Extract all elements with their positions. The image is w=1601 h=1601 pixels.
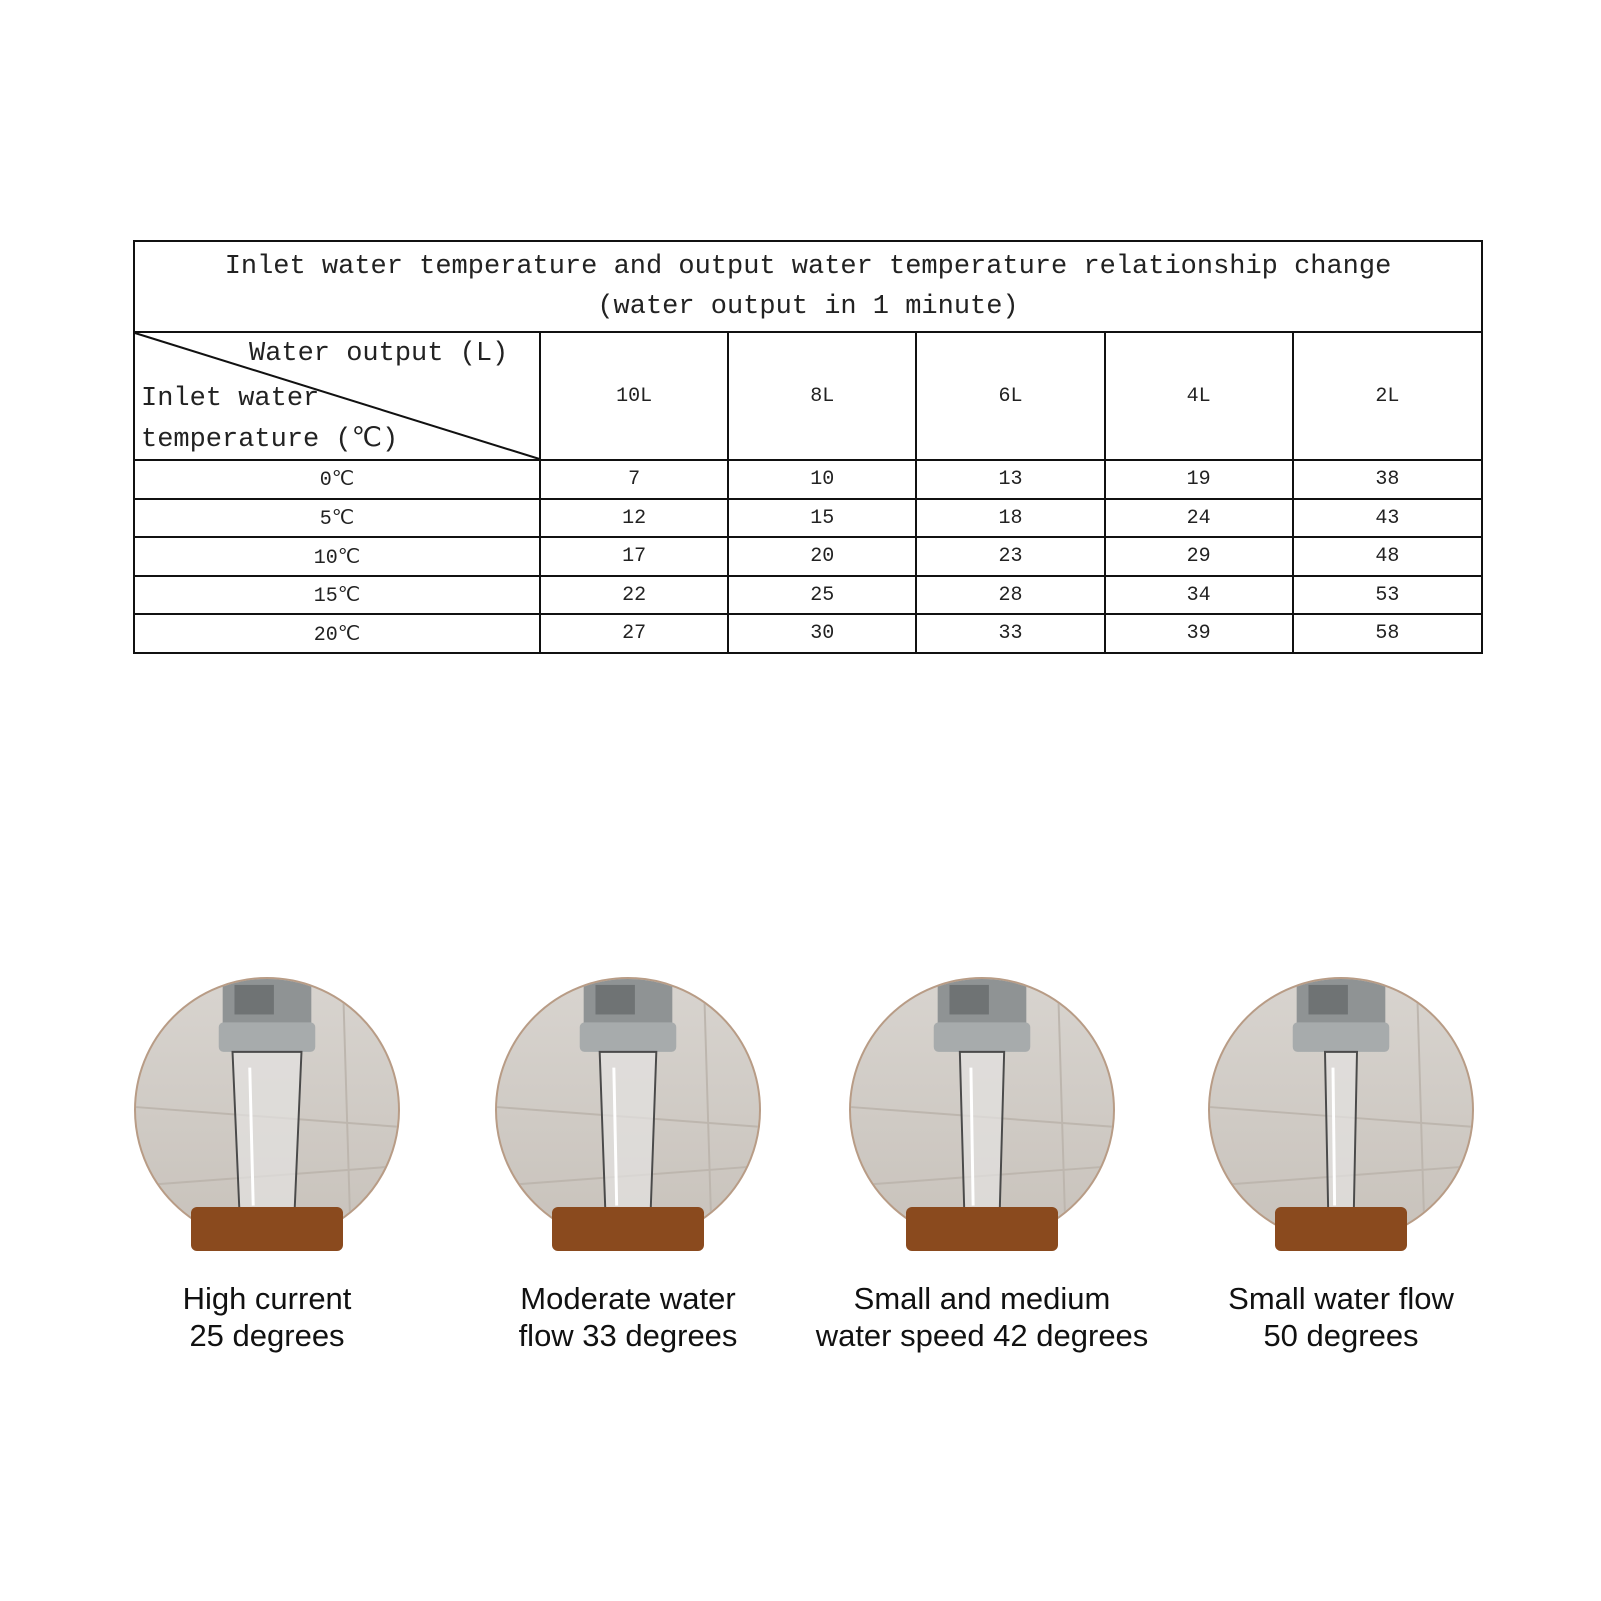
faucet-flow-image <box>134 977 400 1243</box>
table-cell: 38 <box>1293 460 1481 499</box>
column-header: 2L <box>1293 332 1481 460</box>
table-title <box>135 242 1481 332</box>
table-cell: 23 <box>916 537 1104 576</box>
table-cell: 39 <box>1105 614 1293 652</box>
faucet-flow-image <box>495 977 761 1243</box>
table-cell: 43 <box>1293 499 1481 538</box>
flow-base-bar <box>191 1207 343 1251</box>
flow-base-bar <box>1275 1207 1407 1251</box>
temperature-table <box>135 242 1481 652</box>
table-cell: 7 <box>540 460 728 499</box>
row-label: 0℃ <box>135 460 540 499</box>
table-cell: 17 <box>540 537 728 576</box>
faucet-icon <box>136 979 398 1241</box>
table-cell: 27 <box>540 614 728 652</box>
table-cell: 13 <box>916 460 1104 499</box>
faucet-flow-image <box>1208 977 1474 1243</box>
table-cell: 24 <box>1105 499 1293 538</box>
row-label: 15℃ <box>135 576 540 615</box>
corner-row-label: Inlet water temperature (℃) <box>141 384 399 456</box>
temperature-table-wrapper <box>133 240 1483 654</box>
corner-column-label: Water output (L) <box>249 339 509 370</box>
table-header-row <box>135 332 1481 460</box>
column-header: 8L <box>728 332 916 460</box>
column-header: 6L <box>916 332 1104 460</box>
table-corner-cell <box>135 332 540 460</box>
table-cell: 33 <box>916 614 1104 652</box>
row-label: 10℃ <box>135 537 540 576</box>
faucet-icon <box>1210 979 1472 1241</box>
faucet-flow-image <box>849 977 1115 1243</box>
flow-caption: Small and medium water speed 42 degrees <box>815 1281 1149 1353</box>
table-cell: 20 <box>728 537 916 576</box>
faucet-icon <box>497 979 759 1241</box>
table-cell: 28 <box>916 576 1104 615</box>
table-cell: 58 <box>1293 614 1481 652</box>
table-cell: 48 <box>1293 537 1481 576</box>
table-cell: 19 <box>1105 460 1293 499</box>
table-title-row <box>135 242 1481 332</box>
table-cell: 10 <box>728 460 916 499</box>
table-cell: 15 <box>728 499 916 538</box>
table-cell: 18 <box>916 499 1104 538</box>
table-row <box>135 499 1481 538</box>
table-cell: 30 <box>728 614 916 652</box>
flow-caption: Moderate water flow 33 degrees <box>518 1281 738 1353</box>
table-cell: 34 <box>1105 576 1293 615</box>
table-row <box>135 576 1481 615</box>
flow-base-bar <box>906 1207 1058 1251</box>
table-row <box>135 460 1481 499</box>
table-cell: 25 <box>728 576 916 615</box>
column-header: 4L <box>1105 332 1293 460</box>
table-title-line2: (water output in 1 minute) <box>597 291 1019 322</box>
table-title-line1: Inlet water temperature and output water temperature relationship change <box>224 251 1392 282</box>
table-row <box>135 537 1481 576</box>
faucet-icon <box>851 979 1113 1241</box>
table-row <box>135 614 1481 652</box>
table-cell: 12 <box>540 499 728 538</box>
flow-caption: High current 25 degrees <box>182 1281 352 1353</box>
table-cell: 53 <box>1293 576 1481 615</box>
flow-caption: Small water flow 50 degrees <box>1228 1281 1454 1353</box>
column-header: 10L <box>540 332 728 460</box>
table-cell: 22 <box>540 576 728 615</box>
table-cell: 29 <box>1105 537 1293 576</box>
row-label: 20℃ <box>135 614 540 652</box>
flow-base-bar <box>552 1207 704 1251</box>
row-label: 5℃ <box>135 499 540 538</box>
